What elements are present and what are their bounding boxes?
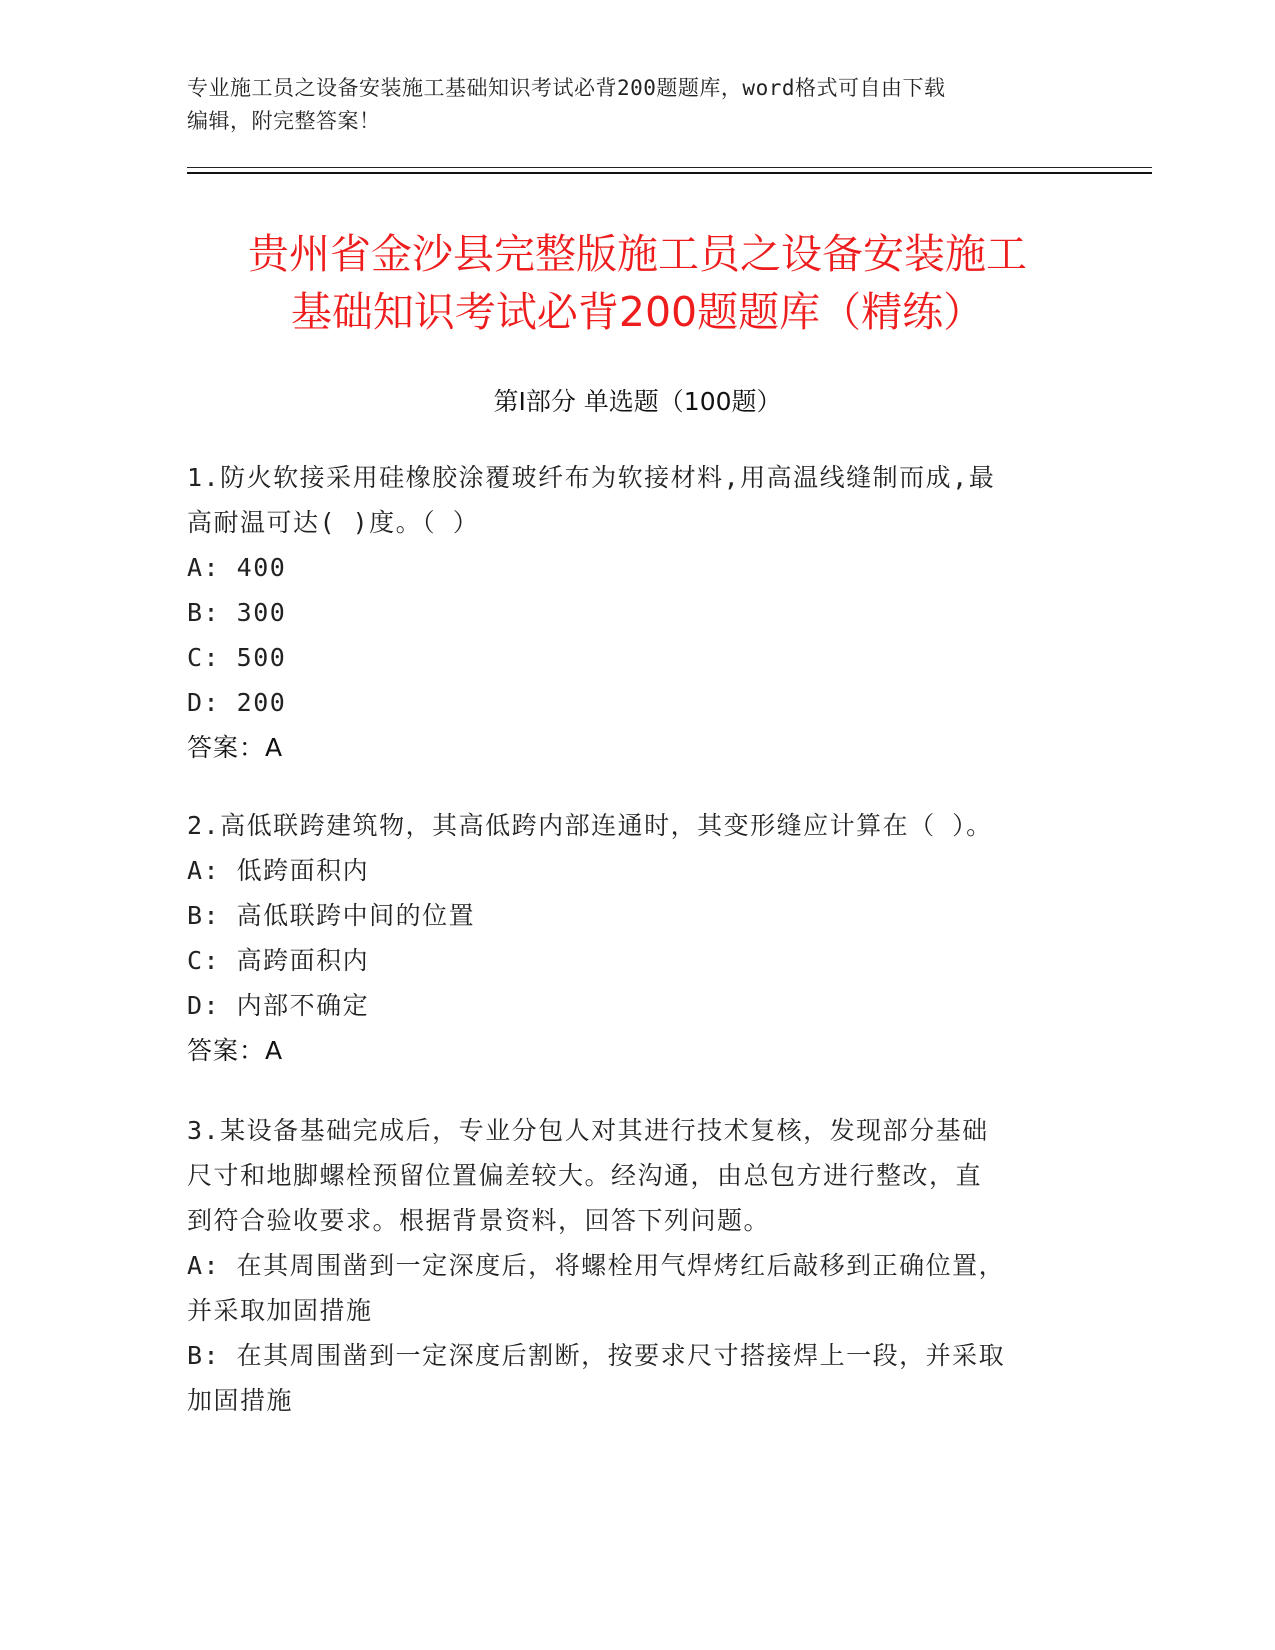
header-rule-thin	[187, 167, 1152, 168]
question-2-option-b: B: 高低联跨中间的位置	[187, 901, 476, 930]
header-note	[187, 72, 1067, 138]
question-3-stem-line-2: 尺寸和地脚螺栓预留位置偏差较大。经沟通，由总包方进行整改，直	[187, 1161, 983, 1190]
question-1	[187, 455, 1087, 770]
question-1-option-b: B: 300	[187, 598, 287, 627]
question-1-stem-line-1: 1.防火软接采用硅橡胶涂覆玻纤布为软接材料,用高温线缝制而成,最	[187, 463, 996, 492]
document-title-line-1: 贵州省金沙县完整版施工员之设备安装施工	[248, 230, 1027, 278]
question-1-stem-line-2: 高耐温可达( )度。（ ）	[187, 508, 480, 537]
document-title-line-2: 基础知识考试必背200题题库（精练）	[290, 288, 985, 336]
question-1-option-a: A: 400	[187, 553, 287, 582]
header-note-line-1: 专业施工员之设备安装施工基础知识考试必背200题题库，word格式可自由下载	[187, 76, 946, 100]
question-1-answer: 答案：A	[187, 733, 284, 762]
header-rule-thick	[187, 172, 1152, 174]
document-title	[150, 225, 1125, 341]
question-2-stem-line-1: 2.高低联跨建筑物，其高低跨内部连通时，其变形缝应计算在（ ）。	[187, 811, 993, 840]
question-2	[187, 803, 1087, 1073]
question-2-option-d: D: 内部不确定	[187, 991, 370, 1020]
question-3-option-b-line-2: 加固措施	[187, 1386, 294, 1415]
question-3-stem-line-3: 到符合验收要求。根据背景资料，回答下列问题。	[187, 1206, 771, 1235]
question-3-option-b-line-1: B: 在其周围凿到一定深度后割断，按要求尺寸搭接焊上一段，并采取	[187, 1341, 1006, 1370]
question-2-option-c: C: 高跨面积内	[187, 946, 370, 975]
question-3-stem-line-1: 3.某设备基础完成后，专业分包人对其进行技术复核，发现部分基础	[187, 1116, 989, 1145]
question-2-answer: 答案：A	[187, 1036, 284, 1065]
header-note-line-2: 编辑，附完整答案！	[187, 109, 381, 133]
question-3-option-a-line-2: 并采取加固措施	[187, 1296, 373, 1325]
section-title: 第Ⅰ部分 单选题（100题）	[493, 387, 782, 416]
question-3	[187, 1108, 1087, 1423]
question-1-option-c: C: 500	[187, 643, 287, 672]
question-3-option-a-line-1: A: 在其周围凿到一定深度后，将螺栓用气焊烤红后敲移到正确位置，	[187, 1251, 1006, 1280]
question-1-option-d: D: 200	[187, 688, 287, 717]
question-2-option-a: A: 低跨面积内	[187, 856, 370, 885]
